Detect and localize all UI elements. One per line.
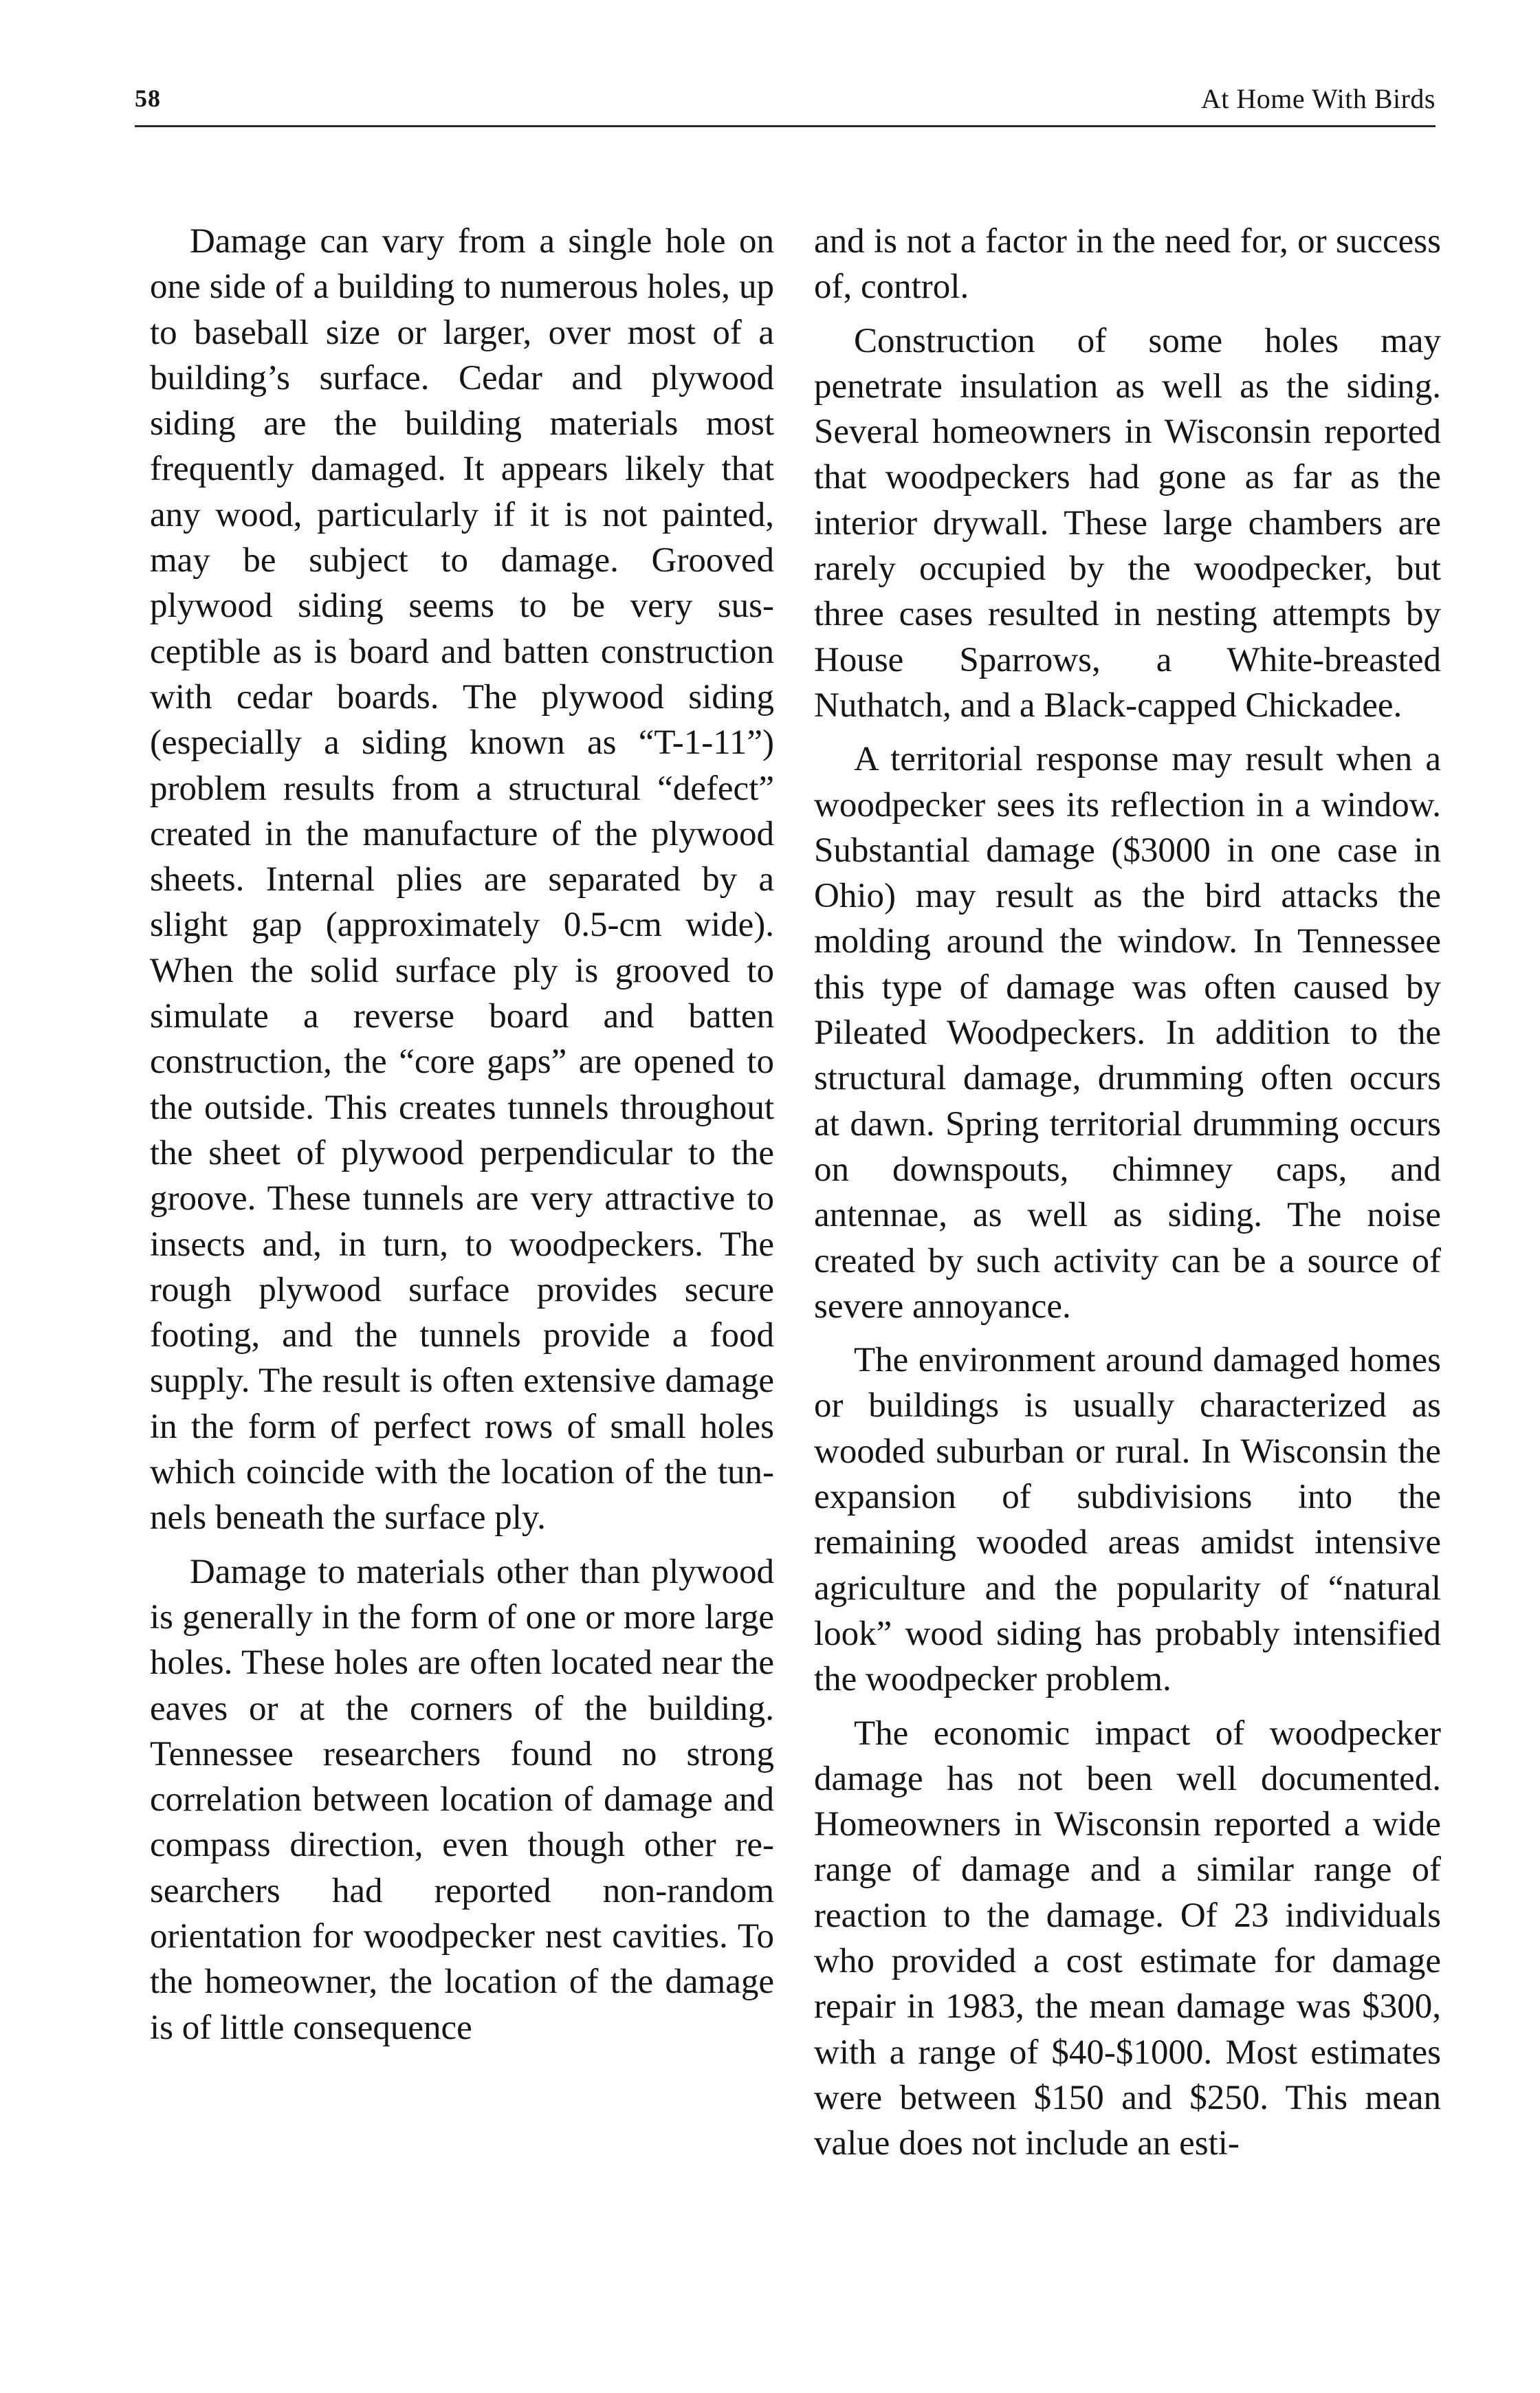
paragraph-territorial-response: A territorial response may result when a woodpecker sees its reflection in a window. Substantial damage ($3000 in one case in Ohio) may result as the bird attacks the molding around the window. In Tennessee this type of damage was often caused by Pileated Woodpeckers. In addition to the structural damage, drumming often occurs at dawn. Spring territorial drumming occurs on downspouts, chimney caps, and antennae, as well as siding. The noise created by such activity can be a source of severe annoyance.	[814, 740, 1441, 1326]
page-header	[135, 74, 1436, 127]
page-number: 58	[135, 85, 161, 112]
left-column	[150, 219, 774, 2059]
right-column	[814, 219, 1441, 2174]
paragraph-non-plywood-damage: Damage to materials other than plywood is generally in the form of one or more large holes. These holes are often located near the eaves or at the corners of the building. Tennessee researchers found no strong correlation between location of damage and compass direction, even though other researchers had reported non-random orientation for woodpecker nest cavities. To the homeowner, the location of the damage is of little consequence	[150, 1552, 774, 2047]
paragraph-environment: The environment around damaged homes or buildings is usually characterized as wooded suburban or rural. In Wisconsin the expansion of subdivisions into the remaining wooded areas amidst intensive agriculture and the popularity of “natural look” wood siding has probably intensified the woodpecker problem.	[814, 1341, 1441, 1699]
paragraph-economic-impact: The economic impact of woodpecker damage has not been well documented. Homeowners in Wisconsin reported a wide range of damage and a similar range of reaction to the damage. Of 23 individuals who provided a cost estimate for damage repair in 1983, the mean damage was $300, with a range of $40-$1000. Most estimates were between $150 and $250. This mean value does not include an esti-	[814, 1714, 1441, 2163]
running-title: At Home With Birds	[1200, 83, 1436, 114]
paragraph-damage-variation: Damage can vary from a single hole on one side of a building to numerous holes, up to baseball size or larger, over most of a building’s surface. Cedar and plywood siding are the building materials most frequently damaged. It appears likely that any wood, particularly if it is not painted, may be subject to damage. Grooved plywood siding seems to be very susceptible as is board and batten construction with cedar boards. The plywood siding (especially a siding known as “T-1-11”) problem results from a structural “defect” created in the manufacture of the plywood sheets. Internal plies are separated by a slight gap (approximately 0.5-cm wide). When the solid surface ply is grooved to simulate a reverse board and batten construction, the “core gaps” are opened to the outside. This creates tunnels throughout the sheet of plywood perpendicular to the groove. These tunnels are very attractive to insects and, in turn, to woodpeckers. The rough plywood surface provides secure footing, and the tunnels provide a food supply. The result is often extensive damage in the form of perfect rows of small holes which coincide with the location of the tunnels beneath the surface ply.	[150, 222, 774, 1538]
paragraph-hole-construction: Construction of some holes may penetrate insulation as well as the siding. Several homeowners in Wisconsin reported that woodpeckers had gone as far as the interior drywall. These large chambers are rarely occupied by the woodpecker, but three cases resulted in nesting attempts by House Sparrows, a White-breasted Nuthatch, and a Black-capped Chickadee.	[814, 321, 1441, 725]
paragraph-continuation: and is not a factor in the need for, or success of, control.	[814, 222, 1441, 307]
